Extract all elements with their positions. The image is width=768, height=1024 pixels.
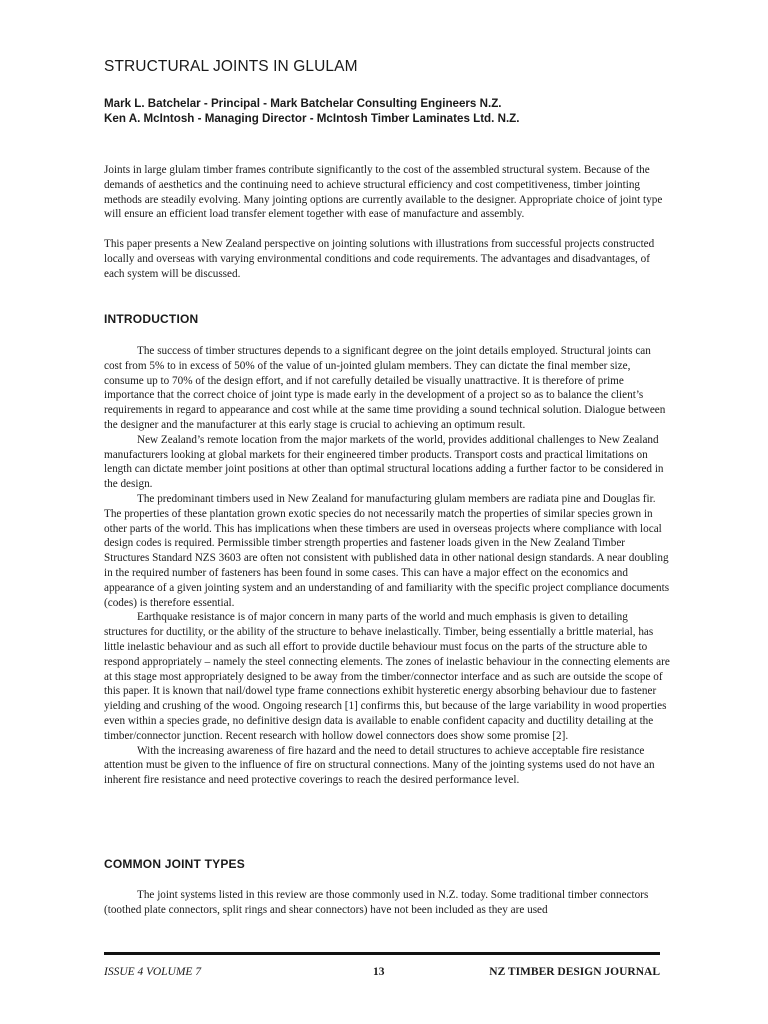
introduction-body: [104, 344, 670, 788]
body-paragraph: The joint systems listed in this review are those commonly used in N.Z. today. Some traditional timber connectors (toothed plate connectors, split rings and shear connectors) have not been included as they are used: [104, 889, 649, 916]
body-paragraph: The predominant timbers used in New Zealand for manufacturing glulam members are radiata pine and Douglas fir. The properties of these plantation grown exotic species do not necessarily match the properties of similar species grown in other parts of the world. This has implications when these timbers are used in overseas projects where compliance with local design codes is required. Permissible timber strength properties and fastener loads given in the New Zealand Timber Structures Standard NZS 3603 are often not consistent with published data in other national design standards. A near doubling in the required number of fasteners has been found in some cases. This can have a major effect on the economics and appearance of a given jointing system and an understanding of and familiarity with the specific project compliance documents (codes) is therefore essential.: [104, 492, 670, 609]
abstract-paragraph: Joints in large glulam timber frames contribute significantly to the cost of the assembled structural system. Because of the demands of aesthetics and the continuing need to achieve structural efficiency and cost competitiveness, timber jointing methods are steadily evolving. Many jointing options are currently available to the designer. Appropriate choice of joint type will ensure an efficient load transfer element together with ease of manufacture and assembly.: [104, 164, 663, 221]
footer-divider: [104, 952, 660, 955]
abstract: [104, 163, 670, 281]
author-line: Ken A. McIntosh - Managing Director - McIntosh Timber Laminates Ltd. N.Z.: [104, 112, 520, 125]
abstract-paragraph: This paper presents a New Zealand perspective on jointing solutions with illustrations from successful projects constructed locally and overseas with varying environmental conditions and code requirements. The advantages and disadvantages, of each system will be discussed.: [104, 237, 655, 280]
footer-journal-name: NZ TIMBER DESIGN JOURNAL: [489, 966, 660, 978]
author-line: Mark L. Batchelar - Principal - Mark Batchelar Consulting Engineers N.Z.: [104, 97, 502, 110]
section-heading-introduction: INTRODUCTION: [104, 312, 199, 326]
footer-issue: ISSUE 4 VOLUME 7: [104, 966, 202, 978]
body-paragraph: The success of timber structures depends to a significant degree on the joint details employed. Structural joints can cost from 5% to in excess of 50% of the value of un-jointed glulam members. They can dictate the final member size, consume up to 70% of the design effort, and if not carefully detailed be visually unattractive. It is therefore of prime importance that the correct choice of joint type is made early in the development of a project so as to balance the client’s requirements in regard to appearance and cost while at the same time providing a sound technical solution. Dialogue between the designer and the manufacturer at this early stage is crucial to achieving an optimum result.: [104, 345, 666, 431]
page-number: 13: [373, 966, 385, 978]
section-heading-common-joint-types: COMMON JOINT TYPES: [104, 857, 245, 871]
body-paragraph: With the increasing awareness of fire hazard and the need to detail structures to achieve acceptable fire resistance attention must be given to the influence of fire on structural connections. Many of the jointing systems used do not have an inherent fire resistance and need protective coverings to reach the desired performance level.: [104, 744, 655, 787]
author-list: [104, 96, 519, 126]
paper-title: STRUCTURAL JOINTS IN GLULAM: [104, 58, 358, 75]
body-paragraph: New Zealand’s remote location from the major markets of the world, provides additional challenges to New Zealand manufacturers looking at global markets for their engineered timber products. Transport costs and practical limitations on length can dictate member joint positions at other than optimal structural locations adding a further factor to be considered in the design.: [104, 433, 664, 491]
body-paragraph: Earthquake resistance is of major concern in many parts of the world and much emphasis is given to detailing structures for ductility, or the ability of the structure to behave inelastically. Timber, being essentially a brittle material, has little inelastic behaviour and as such all effort to provide ductile behaviour must focus on the parts of the structure able to respond appropriately – namely the steel connecting elements. The zones of inelastic behaviour in the connecting elements are at this stage most appropriately designed to be away from the timber/connector interface and as such are outside the scope of this paper. It is known that nail/dowel type frame connections exhibit hysteretic energy absorbing behaviour due to fastener yielding and crushing of the wood. Ongoing research [1] confirms this, but because of the large variability in wood properties even within a species grade, no definitive design data is available to enable confident capacity and ductility detailing at the timber/connector junction. Recent research with hollow dowel connectors does show some promise [2].: [104, 611, 670, 742]
common-joint-types-body: [104, 888, 670, 918]
